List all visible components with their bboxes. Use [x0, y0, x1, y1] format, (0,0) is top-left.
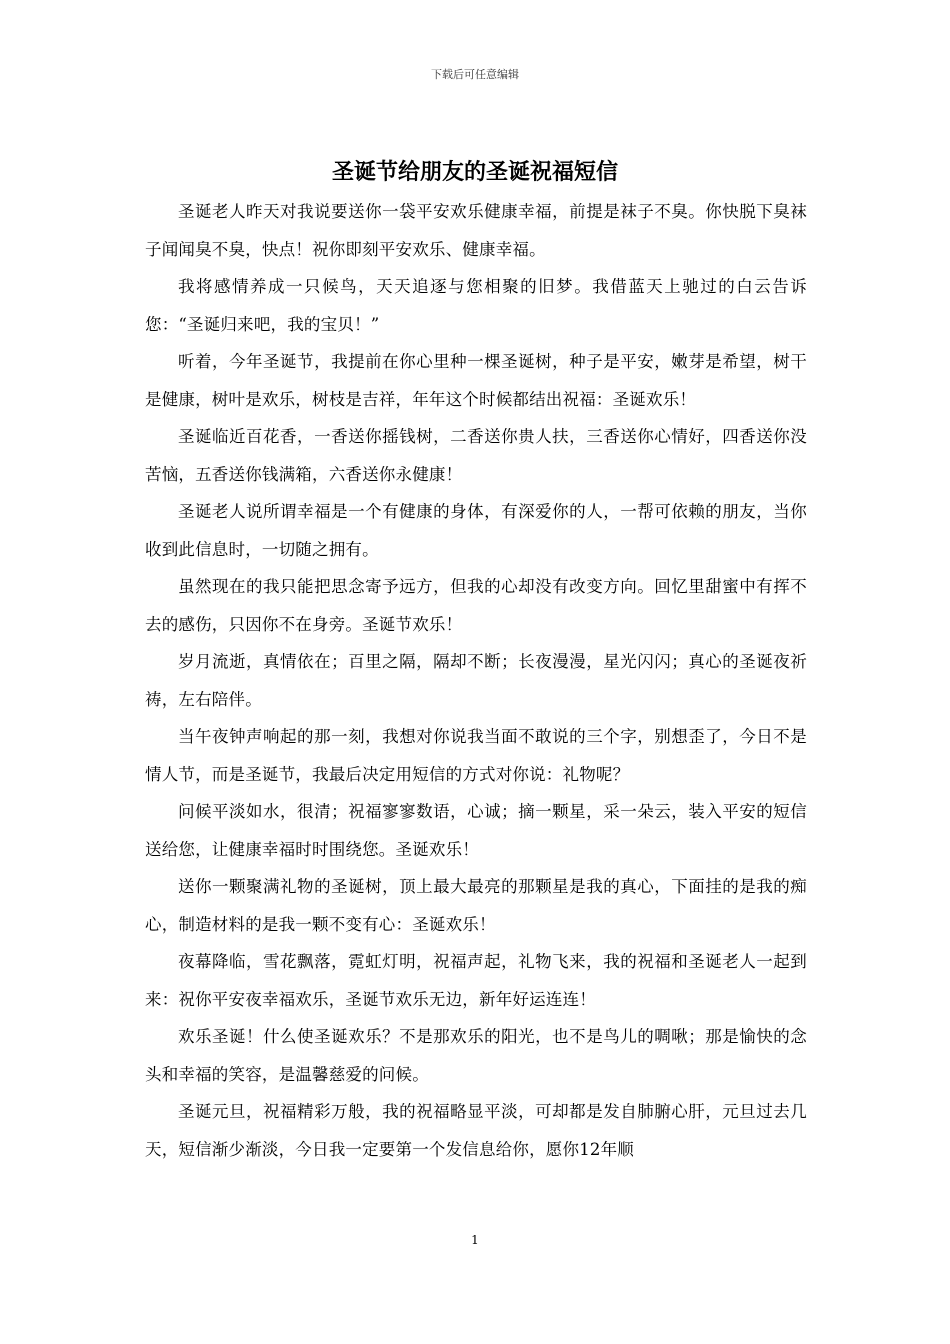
paragraph: 岁月流逝，真情依在；百里之隔，隔却不断；长夜漫漫，星光闪闪；真心的圣诞夜祈祷，左右陪伴。 — [145, 652, 807, 709]
paragraph: 圣诞元旦，祝福精彩万般，我的祝福略显平淡，可却都是发自肺腑心肝，元旦过去几天，短信渐少渐淡，今日我一定要第一个发信息给你，愿你12年顺 — [145, 1102, 807, 1159]
page-number: 1 — [471, 1233, 479, 1247]
paragraph: 我将感情养成一只候鸟，天天追逐与您相聚的旧梦。我借蓝天上驰过的白云告诉您：“圣诞归来吧，我的宝贝！” — [145, 277, 807, 334]
paragraph: 听着，今年圣诞节，我提前在你心里种一棵圣诞树，种子是平安，嫩芽是希望，树干是健康，树叶是欢乐，树枝是吉祥，年年这个时候都结出祝福：圣诞欢乐！ — [145, 352, 807, 409]
document-body — [145, 193, 807, 1168]
paragraph: 圣诞老人说所谓幸福是一个有健康的身体，有深爱你的人，一帮可依赖的朋友，当你收到此信息时，一切随之拥有。 — [145, 502, 807, 559]
page-header: 下载后可任意编辑 — [431, 68, 519, 81]
document-title: 圣诞节给朋友的圣诞祝福短信 — [331, 159, 618, 185]
paragraph: 圣诞老人昨天对我说要送你一袋平安欢乐健康幸福，前提是袜子不臭。你快脱下臭袜子闻闻臭不臭，快点！祝你即刻平安欢乐、健康幸福。 — [145, 202, 807, 259]
paragraph: 圣诞临近百花香，一香送你摇钱树，二香送你贵人扶，三香送你心情好，四香送你没苦恼，五香送你钱满箱，六香送你永健康！ — [145, 427, 807, 484]
paragraph: 夜幕降临，雪花飘落，霓虹灯明，祝福声起，礼物飞来，我的祝福和圣诞老人一起到来：祝你平安夜幸福欢乐，圣诞节欢乐无边，新年好运连连！ — [145, 952, 807, 1009]
paragraph: 送你一颗聚满礼物的圣诞树，顶上最大最亮的那颗星是我的真心，下面挂的是我的痴心，制造材料的是我一颗不变有心：圣诞欢乐！ — [145, 877, 807, 934]
paragraph: 当午夜钟声响起的那一刻，我想对你说我当面不敢说的三个字，别想歪了，今日不是情人节，而是圣诞节，我最后决定用短信的方式对你说：礼物呢？ — [145, 727, 807, 784]
paragraph: 欢乐圣诞！什么使圣诞欢乐？不是那欢乐的阳光，也不是鸟儿的啁啾；那是愉快的念头和幸福的笑容，是温馨慈爱的问候。 — [145, 1027, 807, 1084]
paragraph: 虽然现在的我只能把思念寄予远方，但我的心却没有改变方向。回忆里甜蜜中有挥不去的感伤，只因你不在身旁。圣诞节欢乐！ — [145, 577, 807, 634]
paragraph: 问候平淡如水，很清；祝福寥寥数语，心诚；摘一颗星，采一朵云，装入平安的短信送给您，让健康幸福时时围绕您。圣诞欢乐！ — [145, 802, 807, 859]
